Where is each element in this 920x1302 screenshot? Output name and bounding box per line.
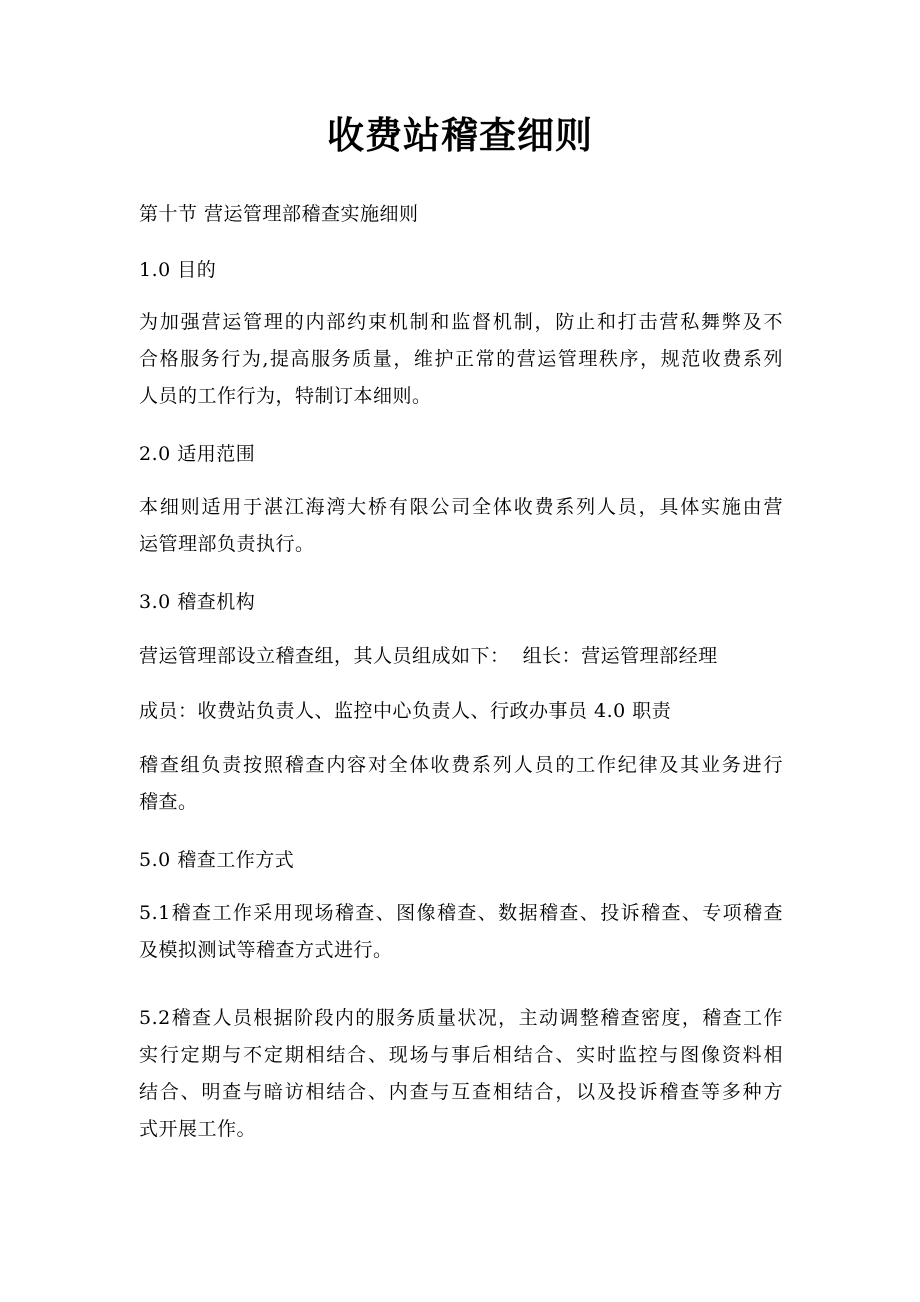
document-title: 收费站稽查细则	[327, 114, 593, 157]
paragraph-line: 稽查组负责按照稽查内容对全体收费系列人员的工作纪律及其业务进行	[139, 754, 783, 776]
paragraph-line: 人员的工作行为，特制订本细则。	[139, 385, 432, 407]
paragraph-line: 实行定期与不定期相结合、现场与事后相结合、实时监控与图像资料相	[139, 1044, 783, 1066]
section-heading: 第十节 营运管理部稽查实施细则	[139, 203, 419, 225]
paragraph-line: 本细则适用于湛江海湾大桥有限公司全体收费系列人员，具体实施由营	[139, 496, 783, 518]
method-heading: 5.0 稽查工作方式	[139, 849, 295, 871]
org-heading: 3.0 稽查机构	[139, 591, 256, 613]
paragraph-line: 运管理部负责执行。	[139, 533, 315, 555]
paragraph-line: 为加强营运管理的内部约束机制和监督机制，防止和打击营私舞弊及不	[139, 311, 783, 333]
paragraph-line: 结合、明查与暗访相结合、内查与互查相结合，以及投诉稽查等多种方	[139, 1081, 783, 1103]
paragraph-line: 稽查。	[139, 791, 198, 813]
purpose-paragraph	[139, 304, 783, 415]
method-5-1-paragraph	[139, 895, 783, 969]
method-5-2-paragraph	[139, 1000, 783, 1148]
paragraph-line: 5.1稽查工作采用现场稽查、图像稽查、数据稽查、投诉稽查、专项稽查	[139, 902, 783, 924]
scope-heading: 2.0 适用范围	[139, 443, 256, 465]
paragraph-line: 5.2稽查人员根据阶段内的服务质量状况，主动调整稽查密度，稽查工作	[139, 1007, 783, 1029]
paragraph-line: 式开展工作。	[139, 1118, 257, 1140]
members-paragraph	[139, 693, 783, 730]
paragraph-line: 营运管理部设立稽查组，其人员组成如下： 组长：营运管理部经理	[139, 645, 718, 667]
purpose-heading: 1.0 目的	[139, 259, 217, 281]
paragraph-line: 成员：收费站负责人、监控中心负责人、行政办事员 4.0 职责	[139, 700, 672, 722]
scope-paragraph	[139, 489, 783, 563]
duty-paragraph	[139, 747, 783, 821]
paragraph-line: 及模拟测试等稽查方式进行。	[139, 939, 393, 961]
org-paragraph	[139, 638, 783, 675]
paragraph-line: 合格服务行为,提高服务质量，维护正常的营运管理秩序，规范收费系列	[139, 348, 783, 370]
